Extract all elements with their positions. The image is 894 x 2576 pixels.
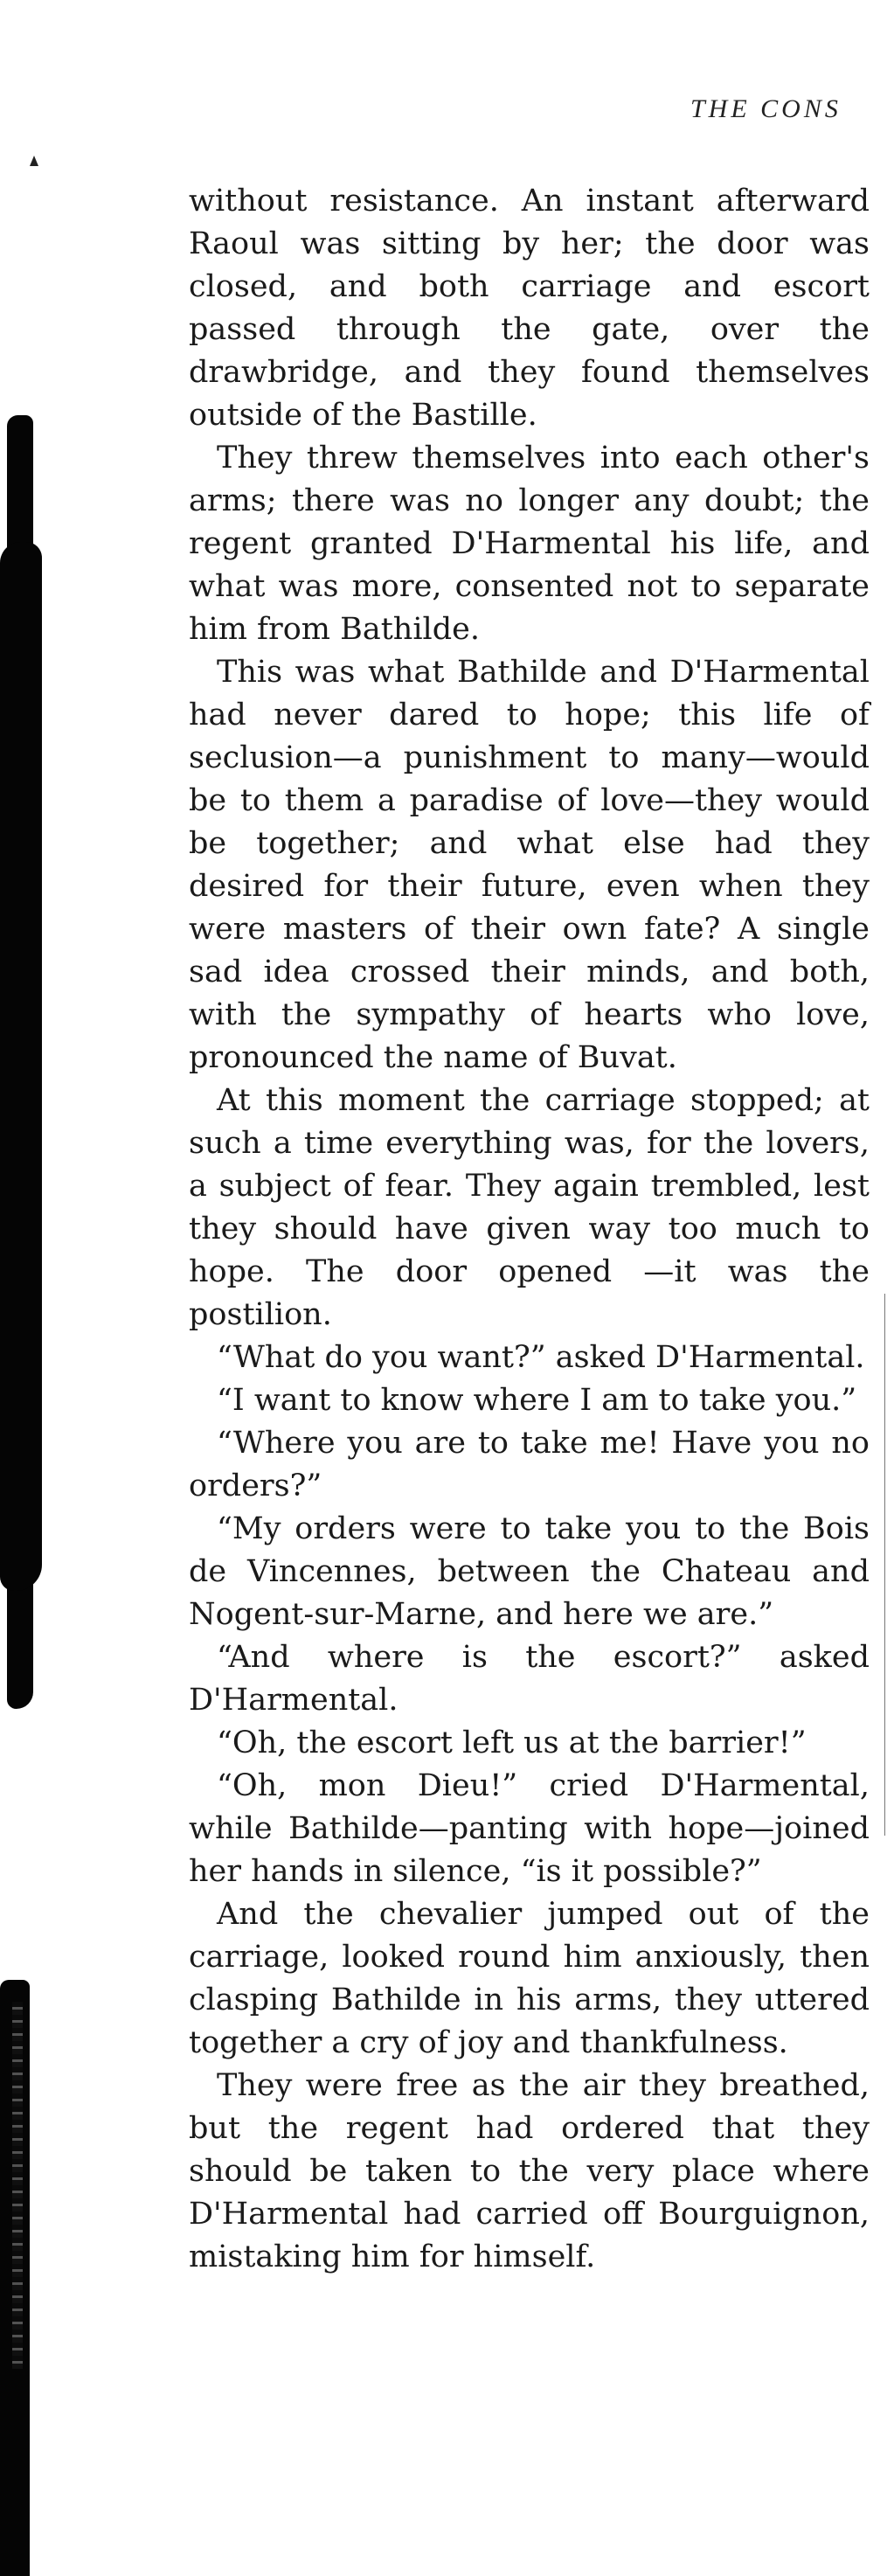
gutter-shadow-middle [0,542,42,1591]
paragraph: “Oh, mon Dieu!” cried D'Harmental, while Bathilde—panting with hope—joined her hands in silence, “is it possible?” [189,1768,870,1889]
paragraph: At this moment the carriage stopped; at such a time everything was, for the lovers, a subject of fear. They again trembled, lest they should have given way too much to hope. The door opened —it was the postilion. [189,1083,870,1332]
paragraph: “Oh, the escort left us at the barrier!” [217,1725,807,1760]
paragraph: This was what Bathilde and D'Harmental had never dared to hope; this life of seclusion—a punishment to many—would be to them a paradise of love—they would be together; and what else had they desired for their future, even when they were masters of their own fate? A single sad idea crossed their minds, and both, with the sympathy of hearts who love, pronounced the name of Buvat. [189,655,870,1075]
paragraph: They were free as the air they breathed, but the regent had ordered that they should be taken to the very place where D'Harmental had carried off Bourguignon, mistaking him for himself. [189,2068,870,2274]
running-head: THE CONS [690,94,842,123]
paragraph: They threw themselves into each other's arms; there was no longer any doubt; the regent granted D'Harmental his life, and what was more, consented not to separate him from Bathilde. [189,441,870,647]
paragraph: “And where is the escort?” asked D'Harmental. [189,1640,870,1718]
paragraph: “Where you are to take me! Have you no orders?” [189,1426,870,1503]
paragraph: “I want to know where I am to take you.” [217,1383,857,1418]
text-column [189,180,870,2279]
paragraph: “What do you want?” asked D'Harmental. [217,1340,865,1375]
margin-mark [30,156,38,166]
right-edge-rule [884,1294,885,1836]
paragraph: “My orders were to take you to the Bois de Vincennes, between the Chateau and Nogent-sur-Marne, and here we are.” [189,1511,870,1632]
paragraph: without resistance. An instant afterward Raoul was sitting by her; the door was closed, and both carriage and escort passed through the gate, over the drawbridge, and they found themselves outside of the Bastille. [189,184,870,433]
paragraph: And the chevalier jumped out of the carriage, looked round him anxiously, then clasping Bathilde in his arms, they uttered together a cry of joy and thankfulness. [189,1897,870,2060]
gutter-speckle [12,2002,23,2369]
